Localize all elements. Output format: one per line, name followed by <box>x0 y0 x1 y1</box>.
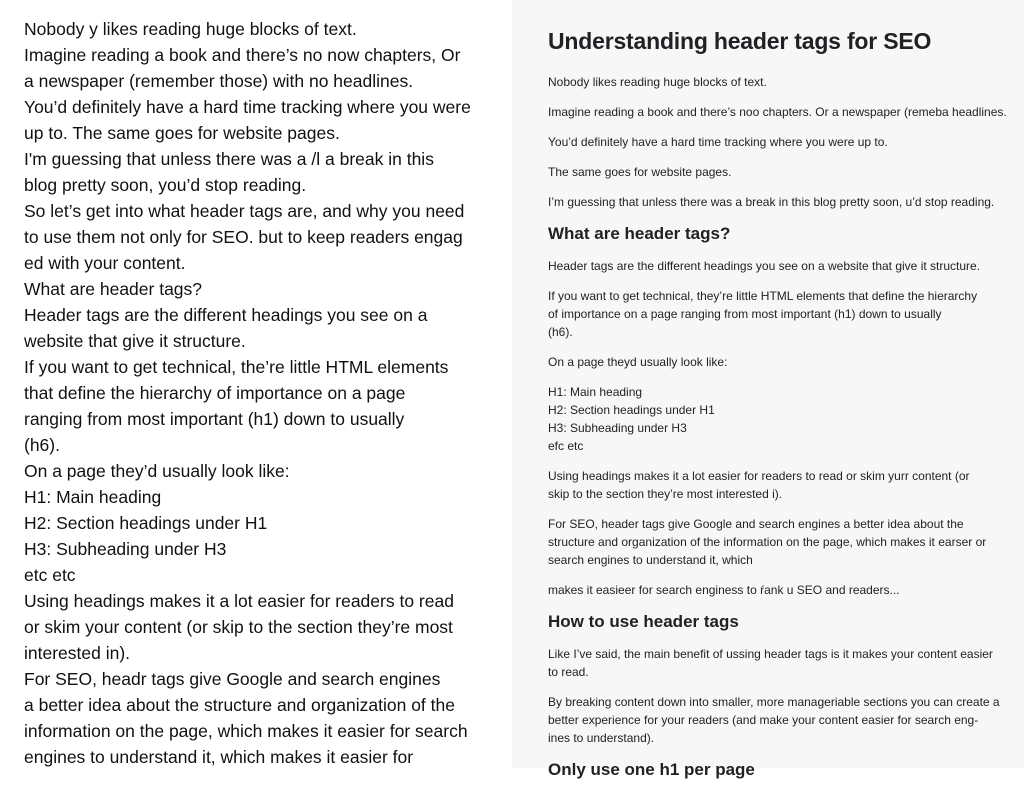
paragraph-line: better experience for your readers (and make your content easier for search eng- <box>548 713 979 727</box>
left-line: Using headings makes it a lot easier for readers to read <box>24 591 454 611</box>
paragraph-line: Using headings makes it a lot easier for readers to read or skim yurr content (or <box>548 469 970 483</box>
paragraph-line: search engines to understand it, which <box>548 553 753 567</box>
list-item: H1: Main heading <box>548 385 643 399</box>
article-paragraph: On a page theyd usually look like: <box>548 355 728 369</box>
article-paragraph: The same goes for website pages. <box>548 165 732 179</box>
left-line: or skim your content (or skip to the section they’re most <box>24 617 453 637</box>
left-line: a newspaper (remember those) with no headlines. <box>24 71 414 91</box>
list-item: efc etc <box>548 439 584 453</box>
paragraph-line: structure and organization of the information on the page, which makes it earser or <box>548 535 987 549</box>
left-line: So let’s get into what header tags are, and why you need <box>24 201 465 221</box>
left-line: You’d definitely have a hard time tracking where you were <box>24 97 471 117</box>
article-title: Understanding header tags for SEO <box>548 28 932 54</box>
section-heading-what: What are header tags? <box>548 224 731 243</box>
paragraph-line: Like I’ve said, the main benefit of ussing header tags is it makes your content easier <box>548 647 993 661</box>
article-paragraph <box>548 645 998 681</box>
article-paragraph: You’d definitely have a hard time tracking where you were up to. <box>548 135 888 149</box>
article-paragraph: Nobody likes reading huge blocks of text. <box>548 75 767 89</box>
section-heading-how: How to use header tags <box>548 612 739 631</box>
article-content <box>548 26 1007 793</box>
left-line: ranging from most important (h1) down to usually <box>24 409 405 429</box>
right-article-panel <box>512 0 1024 779</box>
left-line: that define the hierarchy of importance on a page <box>24 383 406 403</box>
paragraph-line: (h6). <box>548 325 573 339</box>
left-line: up to. The same goes for website pages. <box>24 123 340 143</box>
paragraph-line: ines to understand). <box>548 731 655 745</box>
left-line: For SEO, headr tags give Google and search engines <box>24 669 441 689</box>
section-heading-only-one-h1: Only use one h1 per page <box>548 760 755 779</box>
article-paragraph: Header tags are the different headings you see on a website that give it structure. <box>548 259 981 273</box>
left-line: to use them not only for SEO. but to keep readers engag <box>24 227 463 247</box>
paragraph-line: If you want to get technical, they’re little HTML elements that define the hierarchy <box>548 289 978 303</box>
paragraph-line: to read. <box>548 665 589 679</box>
article-paragraph <box>548 693 998 747</box>
left-line: H3: Subheading under H3 <box>24 539 227 559</box>
left-line: On a page they’d usually look like: <box>24 461 290 481</box>
article-paragraph <box>548 467 998 503</box>
left-text-lines <box>24 16 504 770</box>
article-paragraph: Imagine reading a book and there’s noo chapters. Or a newspaper (remeba headlines. <box>548 105 1007 119</box>
left-line: Nobody y likes reading huge blocks of text. <box>24 19 357 39</box>
paragraph-line: For SEO, header tags give Google and search engines a better idea about the <box>548 517 964 531</box>
paragraph-line: By breaking content down into smaller, more manageriable sections you can create a <box>548 695 1000 709</box>
list-item: H2: Section headings under H1 <box>548 403 715 417</box>
left-line: Header tags are the different headings you see on a <box>24 305 428 325</box>
left-line: ed with your content. <box>24 253 186 273</box>
left-line: H1: Main heading <box>24 487 162 507</box>
left-line: What are header tags? <box>24 279 203 299</box>
left-line: blog pretty soon, you’d stop reading. <box>24 175 307 195</box>
paragraph-line: skip to the section they’re most interested i). <box>548 487 783 501</box>
article-paragraph <box>548 515 998 569</box>
left-line: website that give it structure. <box>24 331 246 351</box>
left-line: engines to understand it, which makes it easier for <box>24 747 414 767</box>
left-line: H2: Section headings under H1 <box>24 513 268 533</box>
list-item: H3: Subheading under H3 <box>548 421 687 435</box>
left-line: (h6). <box>24 435 60 455</box>
paragraph-line: of importance on a page ranging from most important (h1) down to usually <box>548 307 942 321</box>
left-line: a better idea about the structure and organization of the <box>24 695 455 715</box>
left-line: etc etc <box>24 565 76 585</box>
left-line: I'm guessing that unless there was a /l a break in this <box>24 149 434 169</box>
left-line: If you want to get technical, the’re little HTML elements <box>24 357 449 377</box>
left-text-panel <box>0 0 512 768</box>
article-paragraph <box>548 287 998 341</box>
article-paragraph: makes it easieer for search enginess to ŕank u SEO and readers... <box>548 583 900 597</box>
left-line: information on the page, which makes it easier for search <box>24 721 468 741</box>
left-line: Imagine reading a book and there’s no now chapters, Or <box>24 45 461 65</box>
left-line: interested in). <box>24 643 131 663</box>
article-paragraph: I’m guessing that unless there was a break in this blog pretty soon, u’d stop reading. <box>548 195 995 209</box>
heading-levels-list <box>548 383 998 455</box>
